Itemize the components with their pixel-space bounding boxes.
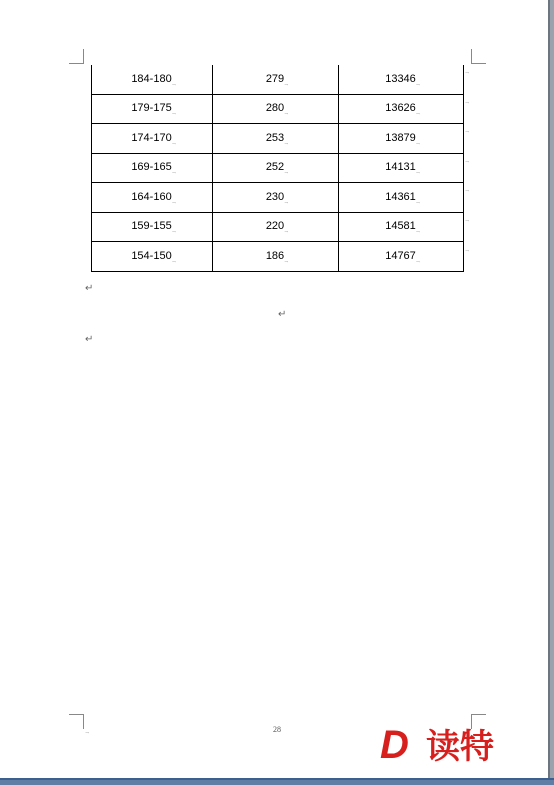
- dute-logo-watermark: [378, 720, 508, 768]
- table-cell-cumulative: [339, 242, 464, 272]
- table-cell-cumulative: [339, 212, 464, 242]
- paragraph-mark: ↵: [278, 309, 287, 320]
- cell-value: 13626: [385, 102, 416, 115]
- table-cell-cumulative: [339, 65, 464, 94]
- cell-value: 174-170: [131, 131, 172, 144]
- table-row: [92, 242, 464, 272]
- cell-value: 279: [265, 72, 285, 85]
- cell-value: 253: [265, 131, 285, 144]
- cell-value: 280: [265, 102, 285, 115]
- table-cell-cumulative: [339, 153, 464, 183]
- cell-value: 159-155: [131, 220, 172, 233]
- cell-value: 14581: [385, 220, 416, 233]
- table-row: [92, 94, 464, 124]
- table-cell-cumulative: [339, 94, 464, 124]
- cell-value: 13346: [385, 72, 416, 85]
- logo-text: 读特: [426, 727, 494, 767]
- table-cell-range: [92, 242, 213, 272]
- cell-value: 13879: [385, 131, 416, 144]
- table-cell-count: [213, 124, 339, 154]
- table-cell-count: [213, 183, 339, 213]
- table-cell-range: [92, 153, 213, 183]
- cell-value: 179-175: [131, 102, 172, 115]
- table-row: [92, 124, 464, 154]
- table-row: [92, 183, 464, 213]
- table-cell-range: [92, 183, 213, 213]
- cell-value: 164-160: [131, 190, 172, 203]
- logo-letter: D: [380, 723, 409, 767]
- cell-value: 220: [265, 220, 285, 233]
- table-cell-count: [213, 242, 339, 272]
- window-bottom-bar-line: [0, 778, 554, 780]
- cell-value: 14767: [385, 249, 416, 262]
- cell-value: 169-165: [131, 161, 172, 174]
- table-cell-count: [213, 65, 339, 94]
- paragraph-mark: ↵: [85, 334, 94, 345]
- window-right-edge-line: [548, 0, 550, 785]
- table-cell-count: [213, 94, 339, 124]
- cell-value: 184-180: [131, 72, 172, 85]
- table-cell-range: [92, 212, 213, 242]
- score-distribution-table: [91, 65, 464, 272]
- margin-corner-top-right: [471, 49, 486, 64]
- table-row: [92, 153, 464, 183]
- paragraph-mark: ↵: [85, 283, 94, 294]
- cell-value: 230: [265, 190, 285, 203]
- table-row: [92, 212, 464, 242]
- cell-value: 186: [265, 249, 285, 262]
- table-cell-count: [213, 212, 339, 242]
- cell-value: 252: [265, 161, 285, 174]
- cell-value: 14131: [385, 161, 416, 174]
- page-number: 28: [273, 725, 281, 734]
- margin-corner-top-left: [69, 49, 84, 64]
- table-cell-cumulative: [339, 124, 464, 154]
- cell-value: 14361: [385, 190, 416, 203]
- table-cell-count: [213, 153, 339, 183]
- table-cell-range: [92, 65, 213, 94]
- cell-value: 154-150: [131, 249, 172, 262]
- table-cell-cumulative: [339, 183, 464, 213]
- table-row: [92, 65, 464, 94]
- margin-corner-bottom-left: [69, 714, 84, 729]
- table-cell-range: [92, 124, 213, 154]
- table-cell-range: [92, 94, 213, 124]
